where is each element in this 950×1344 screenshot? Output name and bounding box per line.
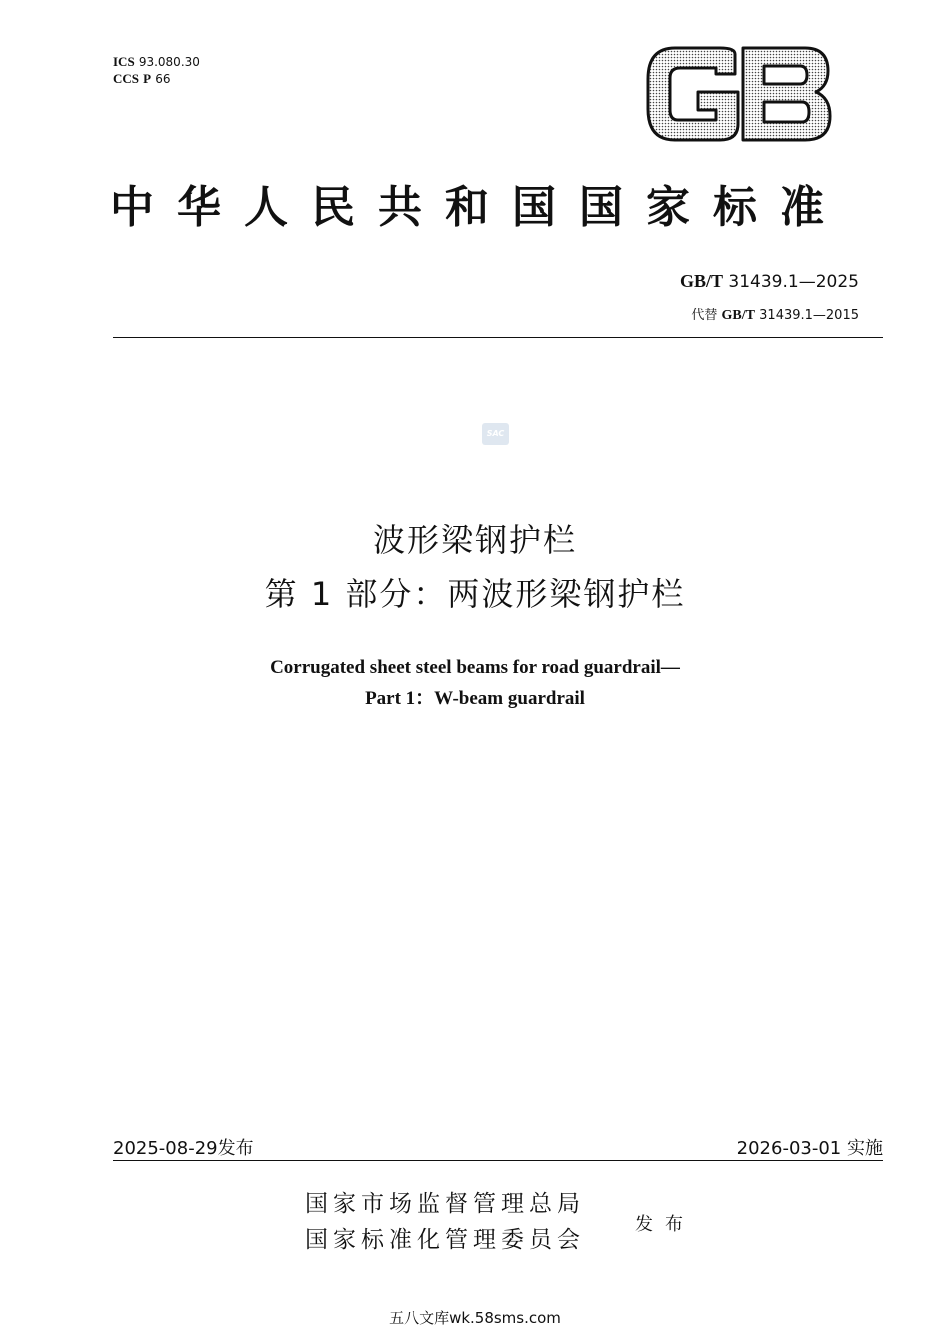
issue-date [113, 1134, 254, 1160]
sac-mark: SAC [482, 423, 509, 445]
publish-verb: 发布 [635, 1214, 695, 1235]
implementation-date-value: 2026-03-01 [736, 1138, 842, 1159]
issue-word: 发布 [217, 1138, 254, 1159]
ics-value: 93.080.30 [138, 55, 200, 69]
implementation-word: 实施 [847, 1138, 883, 1159]
publisher-samr: 国家市场监督管理总局 [305, 1191, 585, 1217]
implementation-date [737, 1134, 883, 1160]
title-cn-line2: 第 1 部分：两波形梁钢护栏 [264, 575, 686, 613]
bottom-divider [113, 1160, 883, 1161]
ccs-code [113, 71, 171, 88]
gb-logo-text: GB [640, 44, 642, 45]
gb-logo [640, 44, 835, 144]
ics-label: ICS [113, 54, 135, 69]
publisher-sac: 国家标准化管理委员会 [305, 1227, 585, 1253]
issue-date-value: 2025-08-29 [113, 1138, 218, 1159]
top-divider [113, 337, 883, 338]
footer-watermark: 五八文库wk.58sms.com [389, 1309, 561, 1327]
replaces-word: 代替 [691, 308, 718, 323]
ccs-letter: P [143, 71, 152, 86]
replaces-number: 31439.1—2015 [759, 308, 859, 323]
title-en-line2: Part 1：W-beam guardrail [365, 688, 585, 709]
replaces-standard [691, 304, 859, 324]
ccs-number: 66 [155, 72, 171, 86]
title-en-line1: Corrugated sheet steel beams for road guardrail— [270, 657, 680, 678]
ics-code [113, 54, 200, 71]
standard-number [680, 271, 859, 292]
title-cn-line1: 波形梁钢护栏 [372, 521, 577, 559]
country-standard-title: 中华人民共和国国家标准 [110, 182, 847, 233]
ccs-label: CCS [113, 71, 140, 86]
standard-number-value: 31439.1—2025 [728, 272, 859, 292]
replaces-prefix: GB/T [721, 308, 756, 323]
standard-number-prefix: GB/T [680, 271, 724, 291]
